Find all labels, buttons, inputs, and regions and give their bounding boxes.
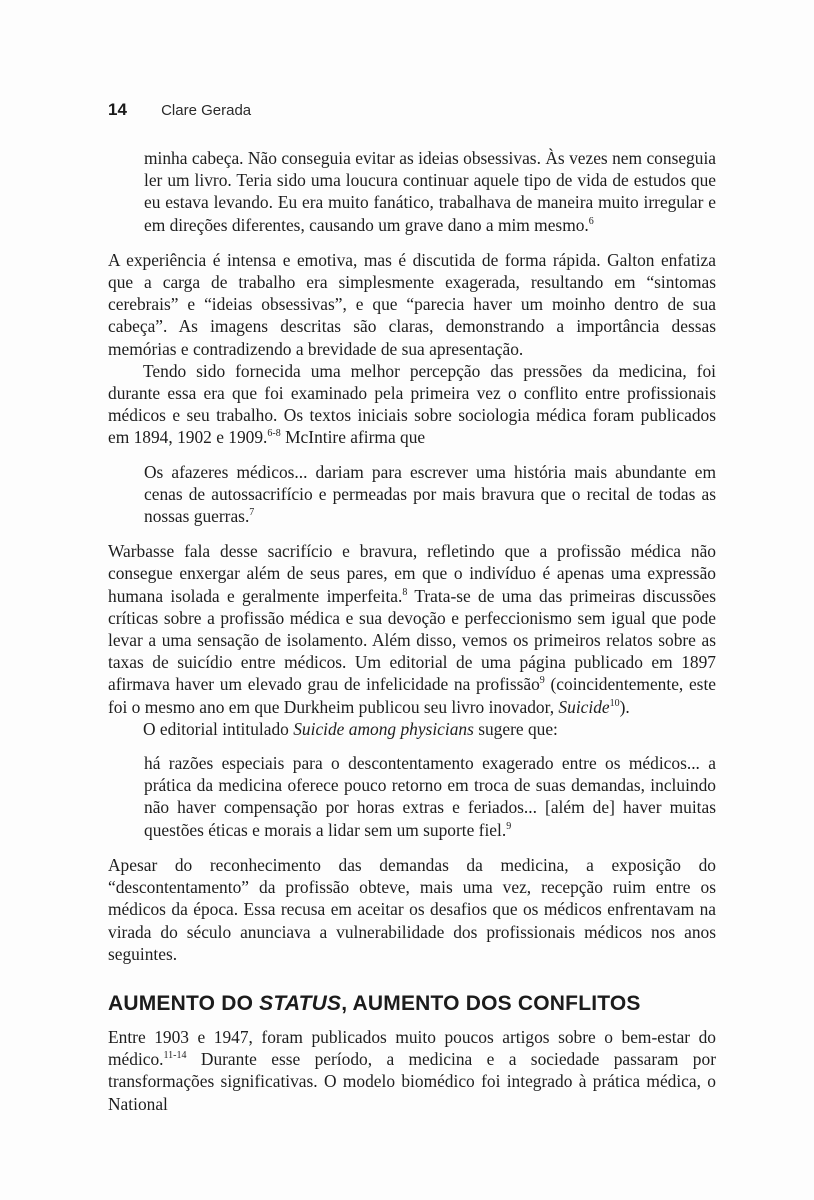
block-quote-mcintire: Os afazeres médicos... dariam para escrever uma história mais abundante em cenas de autossacrifício e permeadas por mais bravura que o recital de todas as nossas guerras.$^7$ — [144, 461, 716, 527]
paragraph-1903-1947: Entre 1903 e 1947, foram publicados muito poucos artigos sobre o bem-estar do médico.$^{11-14}$ Durante esse período, a medicina e a sociedade passaram por transformações significativas. O modelo biomédico foi integrado à prática médica, o National — [108, 1026, 716, 1114]
book-title: Suicide — [558, 696, 610, 717]
block-quote-galton: minha cabeça. Não conseguia evitar as ideias obsessivas. Às vezes nem conseguia ler um livro. Teria sido uma loucura continuar aquele tipo de vida de estudos que eu estava levando. Eu era muito fanático, trabalhava de maneira muito irregular e em direções diferentes, causando um grave dano a mim mesmo.$^6$ — [144, 148, 716, 235]
editorial-title: Suicide among physicians — [293, 718, 474, 739]
paragraph-discontent: Apesar do reconhecimento das demandas da medicina, a exposição do “descontentamento” da profissão obteve, mais uma vez, recepção ruim entre os médicos da época. Essa recusa em aceitar os desafios que os médicos enfrentavam na virada do século anunciava a vulnerabilidade dos profissionais médicos nos anos seguintes. — [108, 854, 716, 964]
footnote-ref: 6 — [588, 215, 594, 227]
section-heading: AUMENTO DO STATUS, AUMENTO DOS CONFLITOS — [108, 991, 641, 1015]
body-text — [108, 147, 716, 1115]
author-name: Clare Gerada — [161, 102, 252, 119]
footnote-ref: 11-14 — [163, 1050, 187, 1062]
footnote-ref: 9 — [539, 675, 545, 687]
footnote-ref: 10 — [609, 697, 620, 709]
footnote-ref: 8 — [402, 586, 408, 598]
footnote-ref: 9 — [506, 820, 512, 832]
page-number: 14 — [108, 100, 127, 119]
footnote-ref: 6-8 — [267, 428, 281, 440]
paragraph-editorial: O editorial intitulado Suicide among physicians sugere que: — [143, 718, 558, 739]
block-quote-editorial: há razões especiais para o descontentamento exagerado entre os médicos... a prática da medicina oferece pouco retorno em troca de suas demandas, incluindo não haver compensação por horas extras e feriados... [além de] haver muitas questões éticas e morais a lidar sem um suporte fiel.$^9$ — [144, 753, 716, 840]
paragraph-experience: A experiência é intensa e emotiva, mas é discutida de forma rápida. Galton enfatiza que a carga de trabalho era simplesmente exagerada, resultando em “sintomas cerebrais” e “ideias obsessivas”, e que “parecia haver um moinho dentro de sua cabeça”. As imagens descritas são claras, demonstrando a importância dessas memórias e contradizendo a brevidade de sua apresentação. — [108, 249, 716, 359]
running-head — [108, 100, 251, 120]
footnote-ref: 7 — [249, 507, 255, 519]
paragraph-warbasse: Warbasse fala desse sacrifício e bravura, refletindo que a profissão médica não consegue enxergar além de seus pares, em que o indivíduo é apenas uma expressão humana isolada e geralmente imperfeita.$^8$ Trata-se de uma das primeiras discussões críticas sobre a profissão médica e sua devoção e perfeccionismo sem igual que pode levar a uma sensação de isolamento. Além disso, vemos os primeiros relatos sobre as taxas de suicídio entre médicos. Um editorial de uma página publicado em 1897 afirmava haver um elevado grau de infelicidade na profissão$^9$ (coincidentemente, este foi o mesmo ano em que Durkheim publicou seu livro inovador, Suicide$^{10}$). — [108, 541, 716, 717]
paragraph-sociology: Tendo sido fornecida uma melhor percepção das pressões da medicina, foi durante essa era que foi examinado pela primeira vez o conflito entre profissionais médicos e seu trabalho. Os textos iniciais sobre sociologia médica foram publicados em 1894, 1902 e 1909.$^{6-8}$ McIntire afirma que — [108, 360, 716, 448]
